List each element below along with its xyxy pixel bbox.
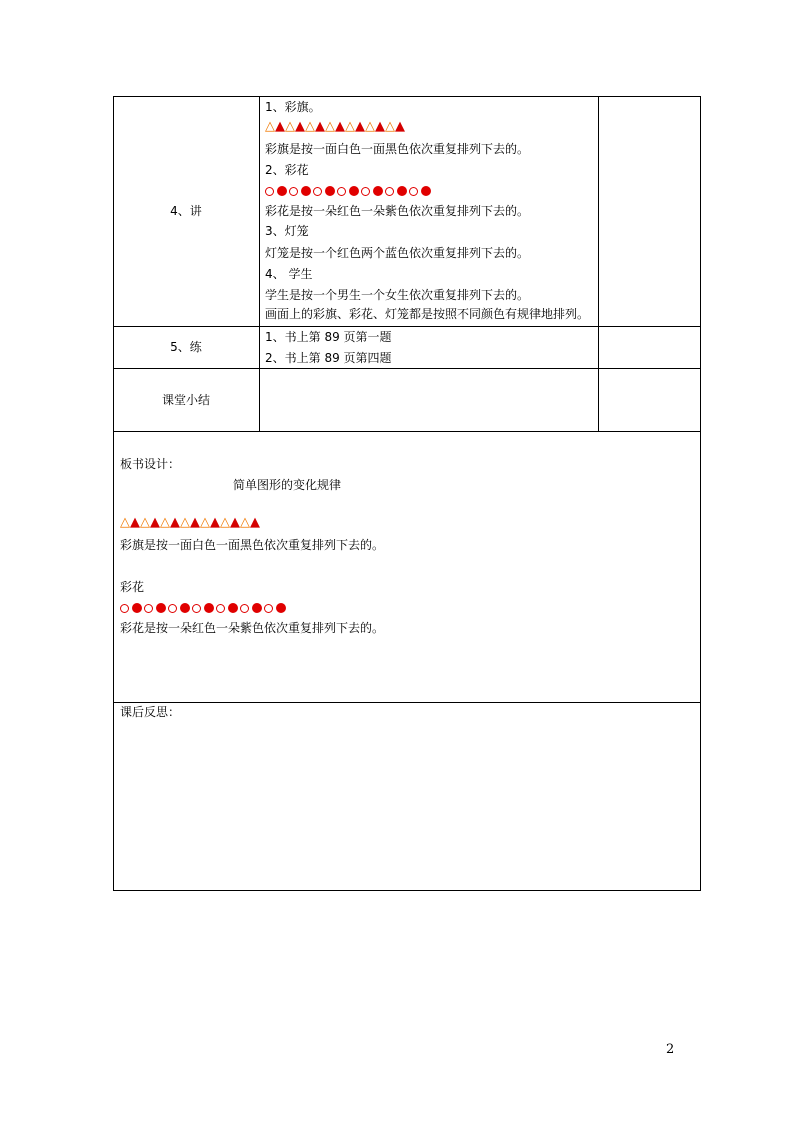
- border-row1: [113, 326, 701, 327]
- outline-triangle-icon: △: [285, 119, 295, 134]
- outline-triangle-icon: △: [345, 119, 355, 134]
- outline-circle-icon: [168, 604, 177, 613]
- border-top: [113, 96, 701, 97]
- outline-circle-icon: [264, 604, 273, 613]
- speak-line-5: 3、灯笼: [265, 224, 309, 238]
- outline-triangle-icon: △: [265, 119, 275, 134]
- speak-line-9: 画面上的彩旗、彩花、灯笼都是按照不同颜色有规律地排列。: [265, 307, 590, 321]
- filled-triangle-icon: ▲: [210, 515, 220, 530]
- row-summary-label: 课堂小结: [161, 393, 210, 407]
- border-bottom: [113, 890, 701, 891]
- filled-circle-icon: [421, 186, 431, 196]
- filled-circle-icon: [349, 186, 359, 196]
- filled-triangle-icon: ▲: [375, 119, 385, 134]
- border-right: [700, 96, 701, 891]
- outline-circle-icon: [240, 604, 249, 613]
- page-number: 2: [666, 1042, 675, 1057]
- row-practice-label: 5、练: [170, 340, 202, 354]
- practice-line-1: 1、书上第 89 页第一题: [265, 330, 392, 344]
- speak-line-8: 学生是按一个男生一个女生依次重复排列下去的。: [265, 288, 530, 302]
- outline-triangle-icon: △: [160, 515, 170, 530]
- filled-circle-icon: [301, 186, 311, 196]
- outline-triangle-icon: △: [200, 515, 210, 530]
- border-col1: [259, 96, 260, 432]
- filled-triangle-icon: ▲: [275, 119, 285, 134]
- filled-circle-icon: [397, 186, 407, 196]
- filled-triangle-icon: ▲: [190, 515, 200, 530]
- filled-triangle-icon: ▲: [295, 119, 305, 134]
- filled-triangle-icon: ▲: [335, 119, 345, 134]
- outline-triangle-icon: △: [240, 515, 250, 530]
- border-row2: [113, 368, 701, 369]
- outline-triangle-icon: △: [180, 515, 190, 530]
- border-col2: [598, 96, 599, 432]
- filled-circle-icon: [252, 603, 262, 613]
- outline-circle-icon: [192, 604, 201, 613]
- speak-line-4: 彩花是按一朵红色一朵紫色依次重复排列下去的。: [265, 204, 530, 218]
- practice-line-2: 2、书上第 89 页第四题: [265, 351, 392, 365]
- outline-circle-icon: [144, 604, 153, 613]
- outline-triangle-icon: △: [365, 119, 375, 134]
- filled-circle-icon: [156, 603, 166, 613]
- outline-circle-icon: [216, 604, 225, 613]
- filled-triangle-icon: ▲: [130, 515, 140, 530]
- outline-triangle-icon: △: [220, 515, 230, 530]
- outline-triangle-icon: △: [385, 119, 395, 134]
- board-flag-text: 彩旗是按一面白色一面黑色依次重复排列下去的。: [120, 538, 385, 552]
- filled-triangle-icon: ▲: [315, 119, 325, 134]
- filled-circle-icon: [228, 603, 238, 613]
- filled-triangle-icon: ▲: [150, 515, 160, 530]
- board-title: 简单图形的变化规律: [233, 478, 342, 492]
- outline-circle-icon: [409, 187, 418, 196]
- speak-line-3: 2、彩花: [265, 163, 309, 177]
- lesson-plan-table: [113, 96, 701, 891]
- filled-triangle-icon: ▲: [250, 515, 260, 530]
- speak-line-7: 4、 学生: [265, 267, 313, 281]
- filled-circle-icon: [373, 186, 383, 196]
- filled-circle-icon: [276, 603, 286, 613]
- outline-circle-icon: [265, 187, 274, 196]
- board-flower-pattern: [120, 601, 288, 615]
- filled-circle-icon: [325, 186, 335, 196]
- filled-circle-icon: [204, 603, 214, 613]
- reflection-heading: 课后反思：: [120, 705, 181, 719]
- speak-line-1: 1、彩旗。: [265, 100, 321, 114]
- outline-circle-icon: [120, 604, 129, 613]
- filled-triangle-icon: ▲: [170, 515, 180, 530]
- outline-circle-icon: [337, 187, 346, 196]
- filled-triangle-icon: ▲: [355, 119, 365, 134]
- board-flower-text: 彩花是按一朵红色一朵紫色依次重复排列下去的。: [120, 621, 385, 635]
- outline-circle-icon: [361, 187, 370, 196]
- outline-circle-icon: [385, 187, 394, 196]
- flag-pattern: [265, 120, 405, 134]
- speak-line-6: 灯笼是按一个红色两个蓝色依次重复排列下去的。: [265, 246, 530, 260]
- filled-circle-icon: [132, 603, 142, 613]
- outline-circle-icon: [313, 187, 322, 196]
- outline-triangle-icon: △: [305, 119, 315, 134]
- board-flower-label: 彩花: [120, 580, 145, 594]
- board-heading: 板书设计：: [120, 457, 181, 471]
- filled-triangle-icon: ▲: [395, 119, 405, 134]
- row-speak-label: 4、讲: [170, 204, 202, 218]
- filled-circle-icon: [180, 603, 190, 613]
- border-row4: [113, 702, 701, 703]
- filled-triangle-icon: ▲: [230, 515, 240, 530]
- speak-line-2: 彩旗是按一面白色一面黑色依次重复排列下去的。: [265, 142, 530, 156]
- outline-triangle-icon: △: [140, 515, 150, 530]
- filled-circle-icon: [277, 186, 287, 196]
- border-row3: [113, 431, 701, 432]
- outline-triangle-icon: △: [325, 119, 335, 134]
- outline-circle-icon: [289, 187, 298, 196]
- board-flag-pattern: [120, 516, 260, 530]
- outline-triangle-icon: △: [120, 515, 130, 530]
- flower-pattern: [265, 184, 433, 198]
